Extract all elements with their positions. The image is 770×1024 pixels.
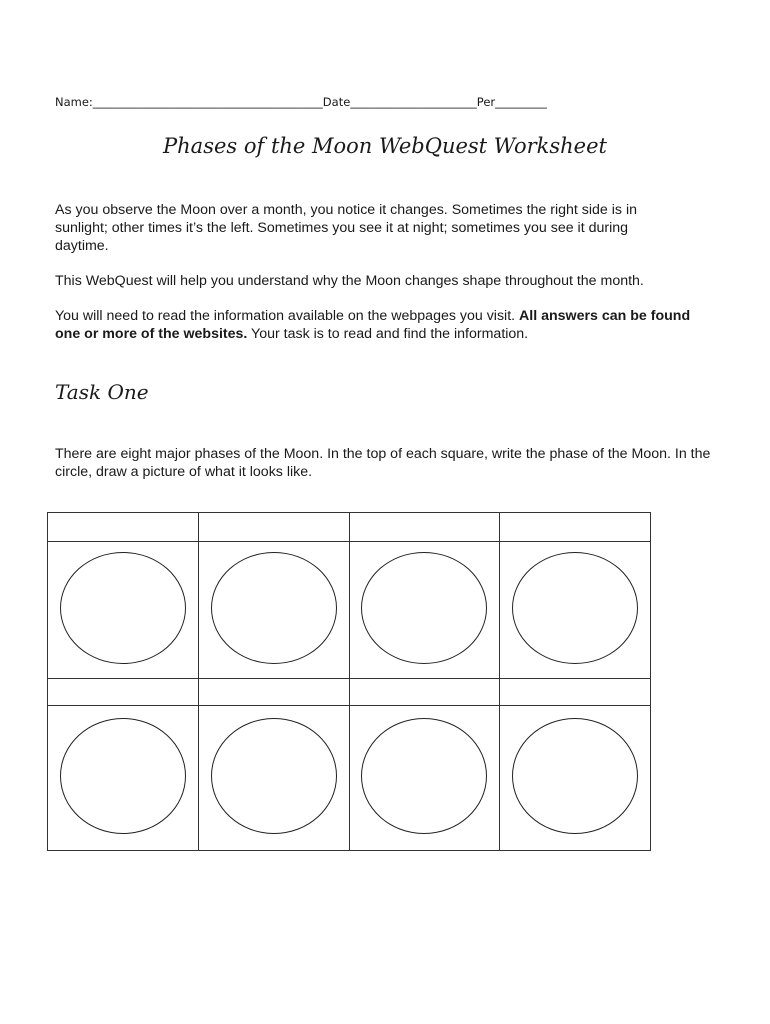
phase-drawing-row-1 [48,542,651,679]
moon-drawing-circle-7[interactable] [361,718,487,834]
phase-drawing-cell-5 [48,706,199,851]
moon-drawing-circle-4[interactable] [512,552,638,664]
phase-drawing-cell-1 [48,542,199,679]
phase-label-box-3[interactable] [349,513,500,542]
phase-drawing-cell-8 [500,706,651,851]
phase-drawing-cell-2 [198,542,349,679]
phase-drawing-cell-7 [349,706,500,851]
phase-label-box-4[interactable] [500,513,651,542]
phase-label-box-2[interactable] [198,513,349,542]
phase-label-box-7[interactable] [349,679,500,706]
moon-drawing-circle-5[interactable] [60,718,186,834]
moon-drawing-circle-3[interactable] [361,552,487,664]
intro-paragraph-1: As you observe the Moon over a month, you notice it changes. Sometimes the right side is in sunlight; other times it’s the left. Sometimes you see it at night; sometimes you see it during daytime. [55,202,637,254]
phase-label-box-6[interactable] [198,679,349,706]
phase-drawing-cell-3 [349,542,500,679]
paragraph-3-text-start: You will need to read the information available on the webpages you visit. [55,308,520,324]
moon-phase-grid [47,512,651,851]
moon-drawing-circle-2[interactable] [211,552,337,664]
moon-drawing-circle-8[interactable] [512,718,638,834]
phase-label-box-5[interactable] [48,679,199,706]
phase-drawing-cell-4 [500,542,651,679]
paragraph-3-bold-text: All answers can be found one or more of the websites. [55,308,691,342]
phase-label-box-8[interactable] [500,679,651,706]
phase-drawing-row-2 [48,706,651,851]
phase-drawing-cell-6 [198,706,349,851]
task-one-heading: Task One [55,380,149,404]
moon-drawing-circle-1[interactable] [60,552,186,664]
intro-paragraph-3 [55,307,715,343]
phase-label-row-1 [48,513,651,542]
task-one-instructions: There are eight major phases of the Moon. In the top of each square, write the phase of the Moon. In the circle, draw a picture of what it looks like. [55,446,711,480]
name-date-period-line: Name:________________________________________Date______________________Per_________ [55,95,547,109]
intro-paragraph-2: This WebQuest will help you understand why the Moon changes shape throughout the month. [55,273,644,289]
paragraph-3-text-end: Your task is to read and find the information. [247,326,529,342]
phase-label-box-1[interactable] [48,513,199,542]
phase-label-row-2 [48,679,651,706]
moon-drawing-circle-6[interactable] [211,718,337,834]
worksheet-title: Phases of the Moon WebQuest Worksheet [163,134,607,158]
